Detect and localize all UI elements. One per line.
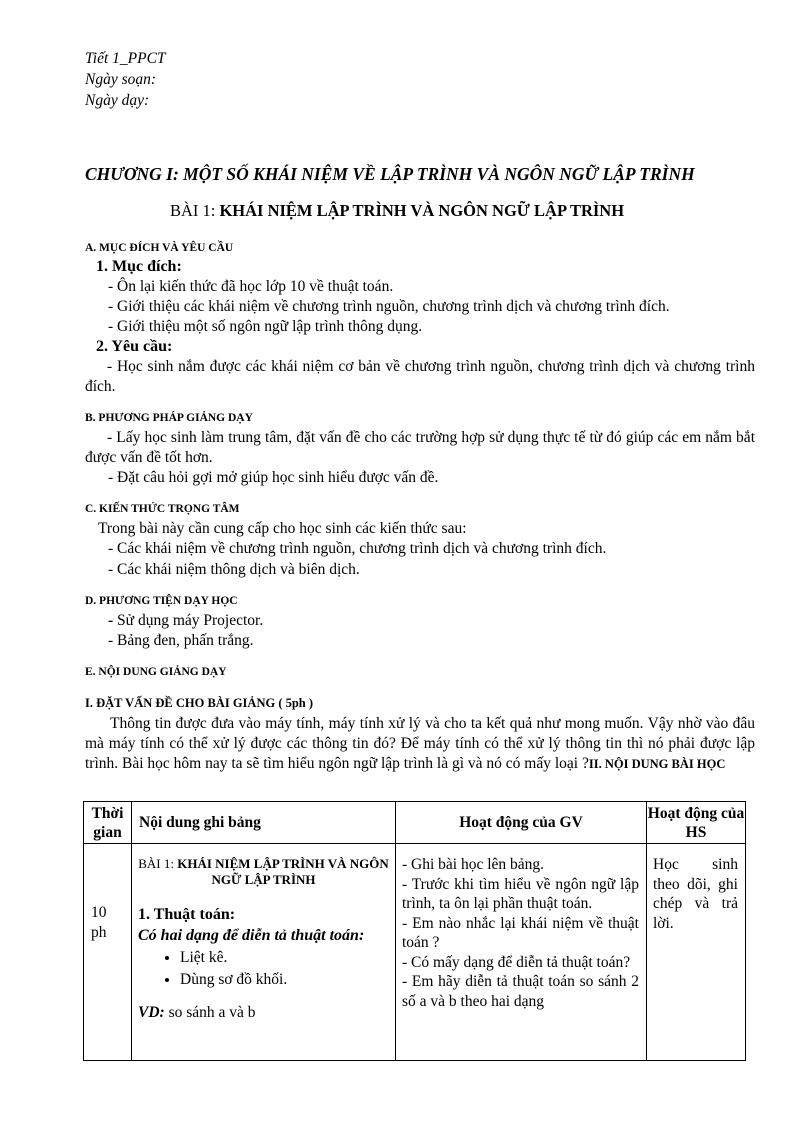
row-board-cell bbox=[132, 844, 396, 1061]
c-item-1: - Các khái niệm về chương trình nguồn, chương trình dịch và chương trình đích. bbox=[108, 540, 607, 557]
row-lesson-title bbox=[132, 856, 395, 888]
a1-item-3: - Giới thiệu một số ngôn ngữ lập trình thông dụng. bbox=[108, 318, 423, 335]
header-board: Nội dung ghi bảng bbox=[132, 802, 396, 844]
header-time: Thời gian bbox=[84, 802, 132, 844]
lesson-title bbox=[0, 201, 794, 221]
lesson-name: KHÁI NIỆM LẬP TRÌNH VÀ NGÔN NGỮ LẬP TRÌNH bbox=[219, 201, 625, 220]
row-time-cell bbox=[84, 844, 132, 1061]
period-label: Tiết 1_PPCT bbox=[85, 50, 166, 67]
chapter-title: CHƯƠNG I: MỘT SỐ KHÁI NIỆM VỀ LẬP TRÌNH VÀ NGÔN NGỮ LẬP TRÌNH bbox=[85, 164, 695, 184]
row-student-cell bbox=[647, 844, 746, 1061]
b-text-1: - Lấy học sinh làm trung tâm, đặt vấn đề cho các trường hợp sử dụng thực tế từ đó giúp các em nắm bắt được vấn đề tốt hơn. bbox=[85, 429, 755, 466]
teacher-item: - Em hãy diễn tả thuật toán so sánh 2 số a và b theo hai dạng bbox=[402, 973, 639, 1010]
b-text-2: - Đặt câu hỏi gợi mở giúp học sinh hiểu được vấn đề. bbox=[108, 469, 439, 486]
example-label: VD: bbox=[138, 1004, 165, 1021]
section-a2-title: 2. Yêu cầu: bbox=[96, 338, 173, 355]
part-i-paragraph: Thông tin được đưa vào máy tính, máy tính xử lý và cho ta kết quả như mong muốn. Vậy nhờ vào đâu mà máy tính có thể xử lý được các thông tin đó? Để máy tính có thể xử lý thông tin thì nó phải được lập trình. Bài học hôm nay ta sẽ tìm hiểu ngôn ngữ lập trình là gì và nó có mấy loại ? bbox=[85, 715, 755, 772]
d-item-1: - Sử dụng máy Projector. bbox=[108, 612, 264, 629]
teacher-item: - Em nào nhắc lại khái niệm về thuật toán ? bbox=[402, 914, 639, 951]
prep-date-label: Ngày soạn: bbox=[85, 71, 157, 88]
table-row bbox=[84, 844, 746, 1061]
header-teacher: Hoạt động của GV bbox=[396, 802, 647, 844]
a1-item-1: - Ôn lại kiến thức đã học lớp 10 về thuật toán. bbox=[108, 278, 394, 295]
teacher-activities bbox=[402, 855, 639, 1011]
algo-list bbox=[132, 947, 395, 991]
algo-subtitle: Có hai dạng để diễn tả thuật toán: bbox=[138, 927, 365, 944]
list-item: • Liệt kê. bbox=[180, 947, 395, 969]
teacher-item: - Có mấy dạng để diễn tả thuật toán? bbox=[402, 953, 631, 971]
section-b-title: B. PHƯƠNG PHÁP GIẢNG DẠY bbox=[85, 412, 253, 424]
section-c-title: C. KIẾN THỨC TRỌNG TÂM bbox=[85, 503, 240, 515]
part-i-text bbox=[85, 714, 755, 774]
row-lesson-prefix: BÀI 1: bbox=[138, 856, 178, 871]
section-a-title: A. MỤC ĐÍCH VÀ YÊU CẦU bbox=[85, 242, 234, 254]
c-intro: Trong bài này cần cung cấp cho học sinh các kiến thức sau: bbox=[98, 520, 467, 537]
teacher-item: - Trước khi tìm hiểu về ngôn ngữ lập trình, ta ôn lại phần thuật toán. bbox=[402, 875, 639, 912]
student-activity: Học sinh theo dõi, ghi chép và trả lời. bbox=[653, 856, 738, 932]
a1-item-2: - Giới thiệu các khái niệm về chương trình nguồn, chương trình dịch và chương trình đích. bbox=[108, 298, 670, 315]
a2-text: - Học sinh nắm được các khái niệm cơ bản về chương trình nguồn, chương trình dịch và chương trình đích. bbox=[85, 358, 755, 395]
lesson-prefix: BÀI 1: bbox=[169, 201, 220, 220]
section-a1-title: 1. Mục đích: bbox=[96, 258, 182, 275]
lesson-plan-table bbox=[83, 801, 746, 1061]
table-header-row bbox=[84, 802, 746, 844]
section-e-title: E. NỘI DUNG GIẢNG DẠY bbox=[85, 666, 227, 678]
row-teacher-cell bbox=[396, 844, 647, 1061]
part-ii-title: II. NỘI DUNG BÀI HỌC bbox=[588, 757, 726, 771]
header-student: Hoạt động của HS bbox=[647, 802, 746, 844]
d-item-2: - Bảng đen, phấn trắng. bbox=[108, 632, 254, 649]
list-item: • Dùng sơ đồ khối. bbox=[180, 969, 395, 991]
section-d-title: D. PHƯƠNG TIỆN DẠY HỌC bbox=[85, 595, 238, 607]
part-i-title: I. ĐẶT VẤN ĐỀ CHO BÀI GIẢNG ( 5ph ) bbox=[85, 696, 314, 710]
d-item-1-text: Sử dụng máy Projector. bbox=[117, 612, 264, 629]
teacher-item: - Ghi bài học lên bảng. bbox=[402, 856, 545, 873]
c-item-2: - Các khái niệm thông dịch và biên dịch. bbox=[108, 561, 360, 578]
row-time: 10 ph bbox=[91, 904, 107, 941]
example-line bbox=[138, 1004, 256, 1022]
example-text: so sánh a và b bbox=[164, 1004, 256, 1021]
teach-date-label: Ngày dạy: bbox=[85, 92, 150, 109]
row-lesson-name: KHÁI NIỆM LẬP TRÌNH VÀ NGÔN NGỮ LẬP TRÌNH bbox=[177, 856, 389, 887]
algo-title: 1. Thuật toán: bbox=[138, 906, 236, 923]
